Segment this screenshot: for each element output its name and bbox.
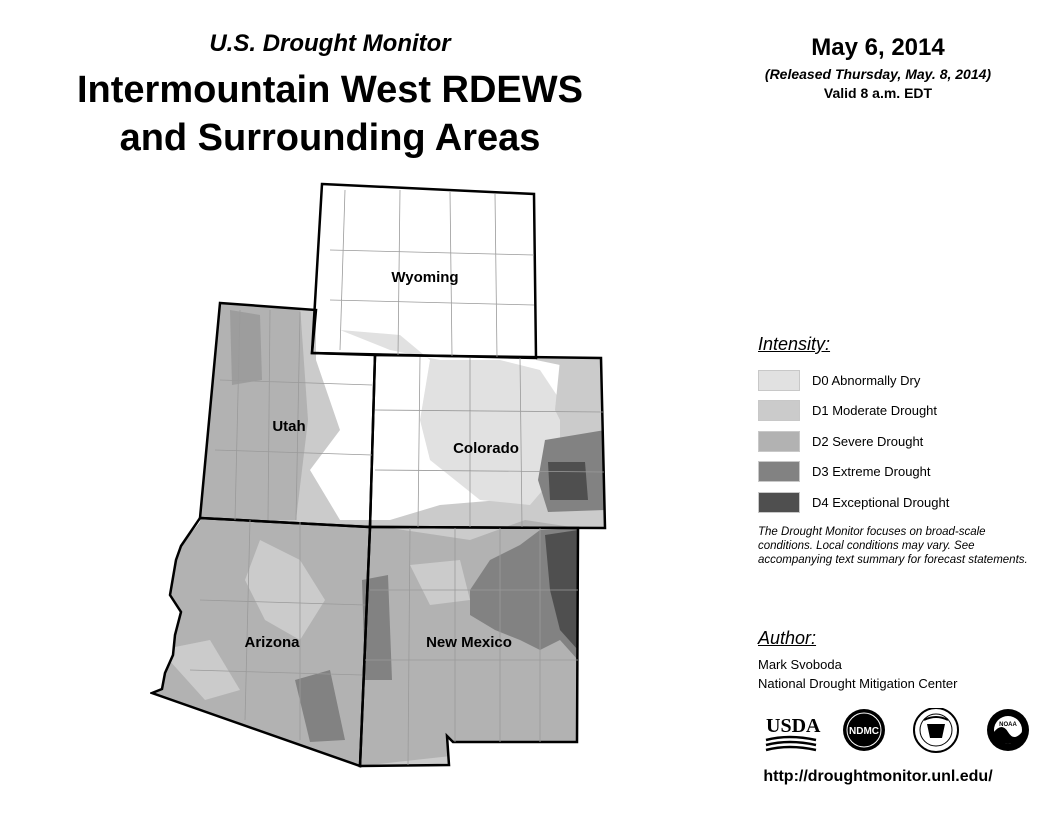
drought-map	[150, 180, 610, 770]
legend	[758, 334, 1048, 518]
author-org: National Drought Mitigation Center	[758, 676, 958, 691]
date-block	[700, 34, 1056, 101]
legend-label: D1 Moderate Drought	[812, 403, 938, 419]
legend-swatch	[758, 461, 800, 482]
legend-item	[758, 396, 1048, 427]
ndmc-logo	[843, 709, 885, 751]
legend-swatch	[758, 400, 800, 421]
state-label-colorado: Colorado	[453, 440, 519, 457]
title-line-1: Intermountain West RDEWS	[77, 69, 583, 111]
usda-logo-text: USDA	[766, 715, 821, 737]
legend-swatch	[758, 492, 800, 513]
disclaimer-note: The Drought Monitor focuses on broad-scale conditions. Local conditions may vary. See accompanying text summary for forecast statements.	[758, 526, 1028, 566]
state-label-arizona: Arizona	[244, 634, 300, 651]
legend-rows	[758, 365, 1048, 518]
legend-item	[758, 457, 1048, 488]
state-label-wyoming: Wyoming	[391, 269, 459, 286]
noaa-logo	[987, 709, 1029, 751]
legend-swatch	[758, 431, 800, 452]
d2-area-nw-utah	[230, 310, 262, 385]
map-title	[0, 66, 660, 162]
title-line-2: and Surrounding Areas	[119, 117, 541, 159]
state-label-new-mexico: New Mexico	[426, 634, 512, 651]
legend-item	[758, 487, 1048, 518]
website-link[interactable]: http://droughtmonitor.unl.edu/	[763, 768, 993, 785]
author-title: Author:	[758, 628, 817, 648]
state-label-utah: Utah	[272, 418, 306, 435]
legend-label: D3 Extreme Drought	[812, 464, 931, 480]
d4-area-se-co	[548, 462, 588, 500]
legend-item	[758, 426, 1048, 457]
valid-time: Valid 8 a.m. EDT	[823, 85, 933, 101]
legend-label: D0 Abnormally Dry	[812, 372, 921, 388]
legend-label: D4 Exceptional Drought	[812, 494, 950, 510]
legend-swatch	[758, 370, 800, 391]
release-date: (Released Thursday, May. 8, 2014)	[764, 66, 992, 82]
author-block	[758, 628, 1048, 693]
author-name: Mark Svoboda	[758, 657, 842, 672]
noaa-logo-text: NOAA	[999, 722, 1017, 728]
usda-logo	[766, 715, 821, 750]
logos-strip	[764, 708, 1054, 758]
legend-label: D2 Severe Drought	[812, 433, 924, 449]
drought-areas	[150, 180, 610, 770]
map-date: May 6, 2014	[811, 34, 945, 61]
legend-item	[758, 365, 1048, 396]
agency-logos	[764, 708, 1054, 758]
commerce-seal-logo	[914, 708, 958, 752]
map-subtitle: U.S. Drought Monitor	[209, 30, 451, 57]
legend-title: Intensity:	[758, 334, 831, 354]
ndmc-logo-text: NDMC	[849, 726, 879, 737]
